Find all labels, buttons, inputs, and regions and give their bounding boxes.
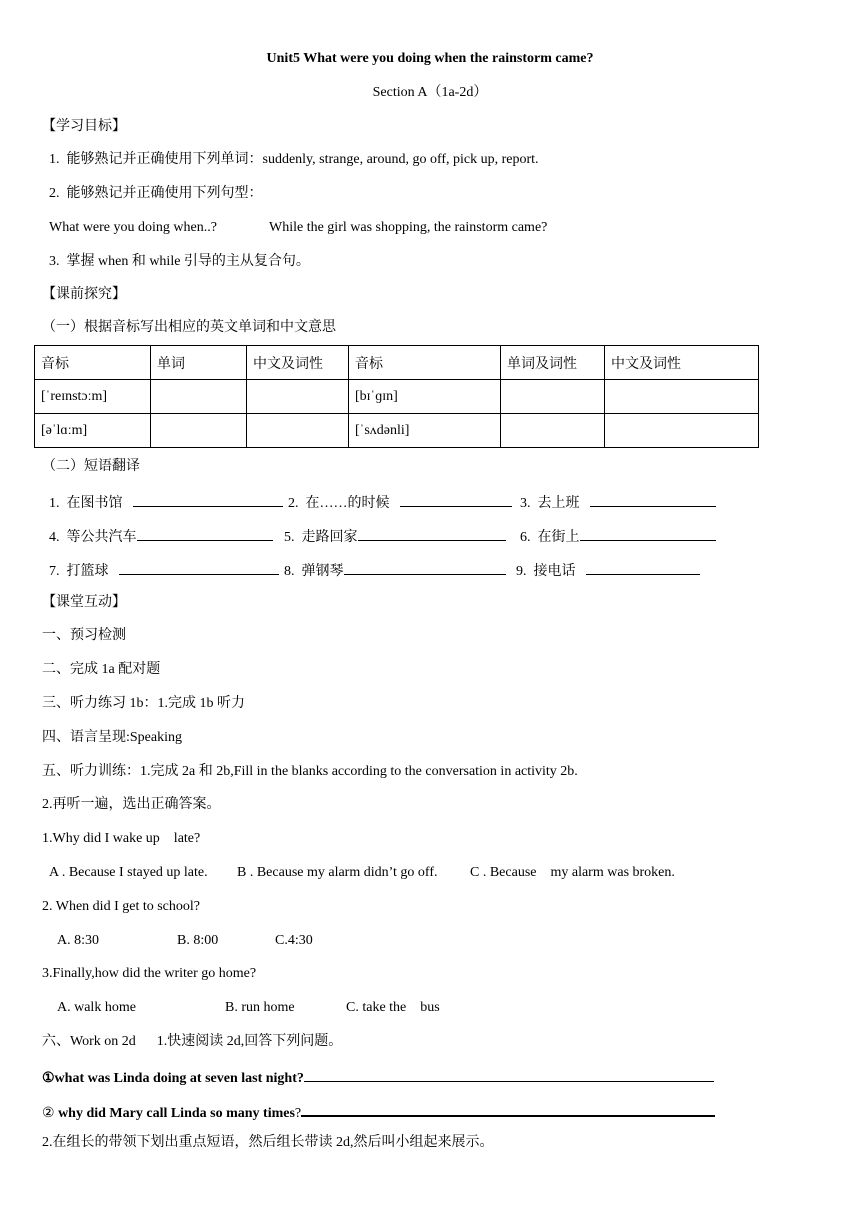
phrase-label: 1. 在图书馆 bbox=[49, 496, 123, 511]
table-cell[interactable] bbox=[247, 414, 349, 448]
phrase-4 bbox=[49, 526, 273, 547]
goal-sentence-a: What were you doing when..? bbox=[49, 220, 217, 235]
table-row bbox=[35, 380, 759, 414]
phrase-label: 6. 在街上 bbox=[520, 530, 580, 545]
section-5: 五、听力训练：1.完成 2a 和 2b,Fill in the blanks according to the conversation in activity 2b. bbox=[42, 764, 578, 779]
table-row bbox=[35, 414, 759, 448]
question-3-option-a[interactable]: A. walk home bbox=[57, 1000, 136, 1015]
question-3-option-b[interactable]: B. run home bbox=[225, 1000, 295, 1015]
question-1-option-a[interactable]: A . Because I stayed up late. bbox=[49, 865, 208, 880]
question-2: 2. When did I get to school? bbox=[42, 899, 200, 914]
question-1-option-c[interactable]: C . Because my alarm was broken. bbox=[470, 865, 675, 880]
phrase-3 bbox=[520, 492, 716, 513]
section-2: 二、完成 1a 配对题 bbox=[42, 662, 161, 677]
phrase-label: 5. 走路回家 bbox=[284, 530, 358, 545]
phrase-5 bbox=[284, 526, 506, 547]
goal-sentence-b: While the girl was shopping, the rainstorm came? bbox=[269, 220, 548, 235]
phrase-9 bbox=[516, 560, 700, 581]
section-4: 四、语言呈现:Speaking bbox=[42, 730, 182, 745]
table-cell: [ˈreɪnstɔːm] bbox=[35, 380, 151, 414]
table-cell[interactable] bbox=[605, 380, 759, 414]
table-cell[interactable] bbox=[501, 414, 605, 448]
section-6: 六、Work on 2d 1.快速阅读 2d,回答下列问题。 bbox=[42, 1034, 343, 1049]
question-2-option-a[interactable]: A. 8:30 bbox=[57, 933, 99, 948]
section-6-part2: 2.在组长的带领下划出重点短语，然后组长带读 2d,然后叫小组起来展示。 bbox=[42, 1135, 494, 1150]
goal-item-3: 3. 掌握 when 和 while 引导的主从复合句。 bbox=[49, 254, 310, 269]
reading-question-1 bbox=[42, 1067, 714, 1088]
phrase-label: 2. 在……的时候 bbox=[288, 496, 390, 511]
table-header-row bbox=[35, 346, 759, 380]
question-1: 1.Why did I wake up late? bbox=[42, 831, 201, 846]
phrase-answer-blank[interactable] bbox=[344, 560, 506, 575]
question-2-option-b[interactable]: B. 8:00 bbox=[177, 933, 219, 948]
phrase-answer-blank[interactable] bbox=[580, 526, 716, 541]
phrase-8 bbox=[284, 560, 506, 581]
table-header: 单词 bbox=[151, 346, 247, 380]
goal-item-2: 2. 能够熟记并正确使用下列句型： bbox=[49, 186, 263, 201]
table-cell: [bɪˈɡɪn] bbox=[349, 380, 501, 414]
phrase-answer-blank[interactable] bbox=[137, 526, 273, 541]
goals-heading: 【学习目标】 bbox=[42, 119, 126, 134]
reading-question-1-text: ①what was Linda doing at seven last night? bbox=[42, 1071, 304, 1086]
page-subtitle: Section A（1a-2d） bbox=[372, 85, 488, 100]
phrase-answer-blank[interactable] bbox=[400, 492, 512, 507]
table-header: 中文及词性 bbox=[247, 346, 349, 380]
table-cell[interactable] bbox=[501, 380, 605, 414]
question-3-option-c[interactable]: C. take the bus bbox=[346, 1000, 440, 1015]
table-cell[interactable] bbox=[605, 414, 759, 448]
table-cell[interactable] bbox=[151, 414, 247, 448]
phrase-6 bbox=[520, 526, 716, 547]
phrase-label: 3. 去上班 bbox=[520, 496, 580, 511]
table-cell[interactable] bbox=[247, 380, 349, 414]
phrase-answer-blank[interactable] bbox=[358, 526, 506, 541]
question-2-option-c[interactable]: C.4:30 bbox=[275, 933, 313, 948]
phrase-label: 4. 等公共汽车 bbox=[49, 530, 137, 545]
reading-answer-blank[interactable] bbox=[304, 1067, 714, 1082]
phrase-answer-blank[interactable] bbox=[133, 492, 283, 507]
phrase-7 bbox=[49, 560, 279, 581]
classroom-heading: 【课堂互动】 bbox=[42, 595, 126, 610]
section-1: 一、预习检测 bbox=[42, 628, 126, 643]
reading-answer-blank[interactable] bbox=[301, 1101, 715, 1117]
question-mark: ? bbox=[294, 1106, 302, 1121]
phonetic-table bbox=[34, 345, 759, 448]
preview-part1: （一）根据音标写出相应的英文单词和中文意思 bbox=[42, 320, 336, 335]
table-cell: [əˈlɑːm] bbox=[35, 414, 151, 448]
page-title: Unit5 What were you doing when the rainstorm came? bbox=[266, 51, 594, 66]
phrase-answer-blank[interactable] bbox=[586, 560, 700, 575]
phrase-answer-blank[interactable] bbox=[590, 492, 716, 507]
goal-item-1: 1. 能够熟记并正确使用下列单词：suddenly, strange, around, go off, pick up, report. bbox=[49, 152, 539, 167]
circled-number: ② bbox=[42, 1106, 55, 1121]
phrase-answer-blank[interactable] bbox=[119, 560, 279, 575]
preview-part2: （二）短语翻译 bbox=[42, 459, 140, 474]
section-5-part2: 2.再听一遍，选出正确答案。 bbox=[42, 797, 221, 812]
phrase-label: 7. 打篮球 bbox=[49, 564, 109, 579]
reading-question-2 bbox=[42, 1101, 715, 1123]
table-header: 音标 bbox=[35, 346, 151, 380]
table-header: 音标 bbox=[349, 346, 501, 380]
reading-question-2-text: why did Mary call Linda so many times bbox=[54, 1106, 295, 1121]
phrase-label: 8. 弹钢琴 bbox=[284, 564, 344, 579]
section-3: 三、听力练习 1b：1.完成 1b 听力 bbox=[42, 696, 245, 711]
table-header: 中文及词性 bbox=[605, 346, 759, 380]
phrase-label: 9. 接电话 bbox=[516, 564, 576, 579]
question-3: 3.Finally,how did the writer go home? bbox=[42, 966, 257, 981]
table-cell: [ˈsʌdənli] bbox=[349, 414, 501, 448]
phrase-1 bbox=[49, 492, 283, 513]
preview-heading: 【课前探究】 bbox=[42, 287, 126, 302]
phrase-2 bbox=[288, 492, 512, 513]
question-1-option-b[interactable]: B . Because my alarm didn’t go off. bbox=[237, 865, 438, 880]
table-header: 单词及词性 bbox=[501, 346, 605, 380]
table-cell[interactable] bbox=[151, 380, 247, 414]
